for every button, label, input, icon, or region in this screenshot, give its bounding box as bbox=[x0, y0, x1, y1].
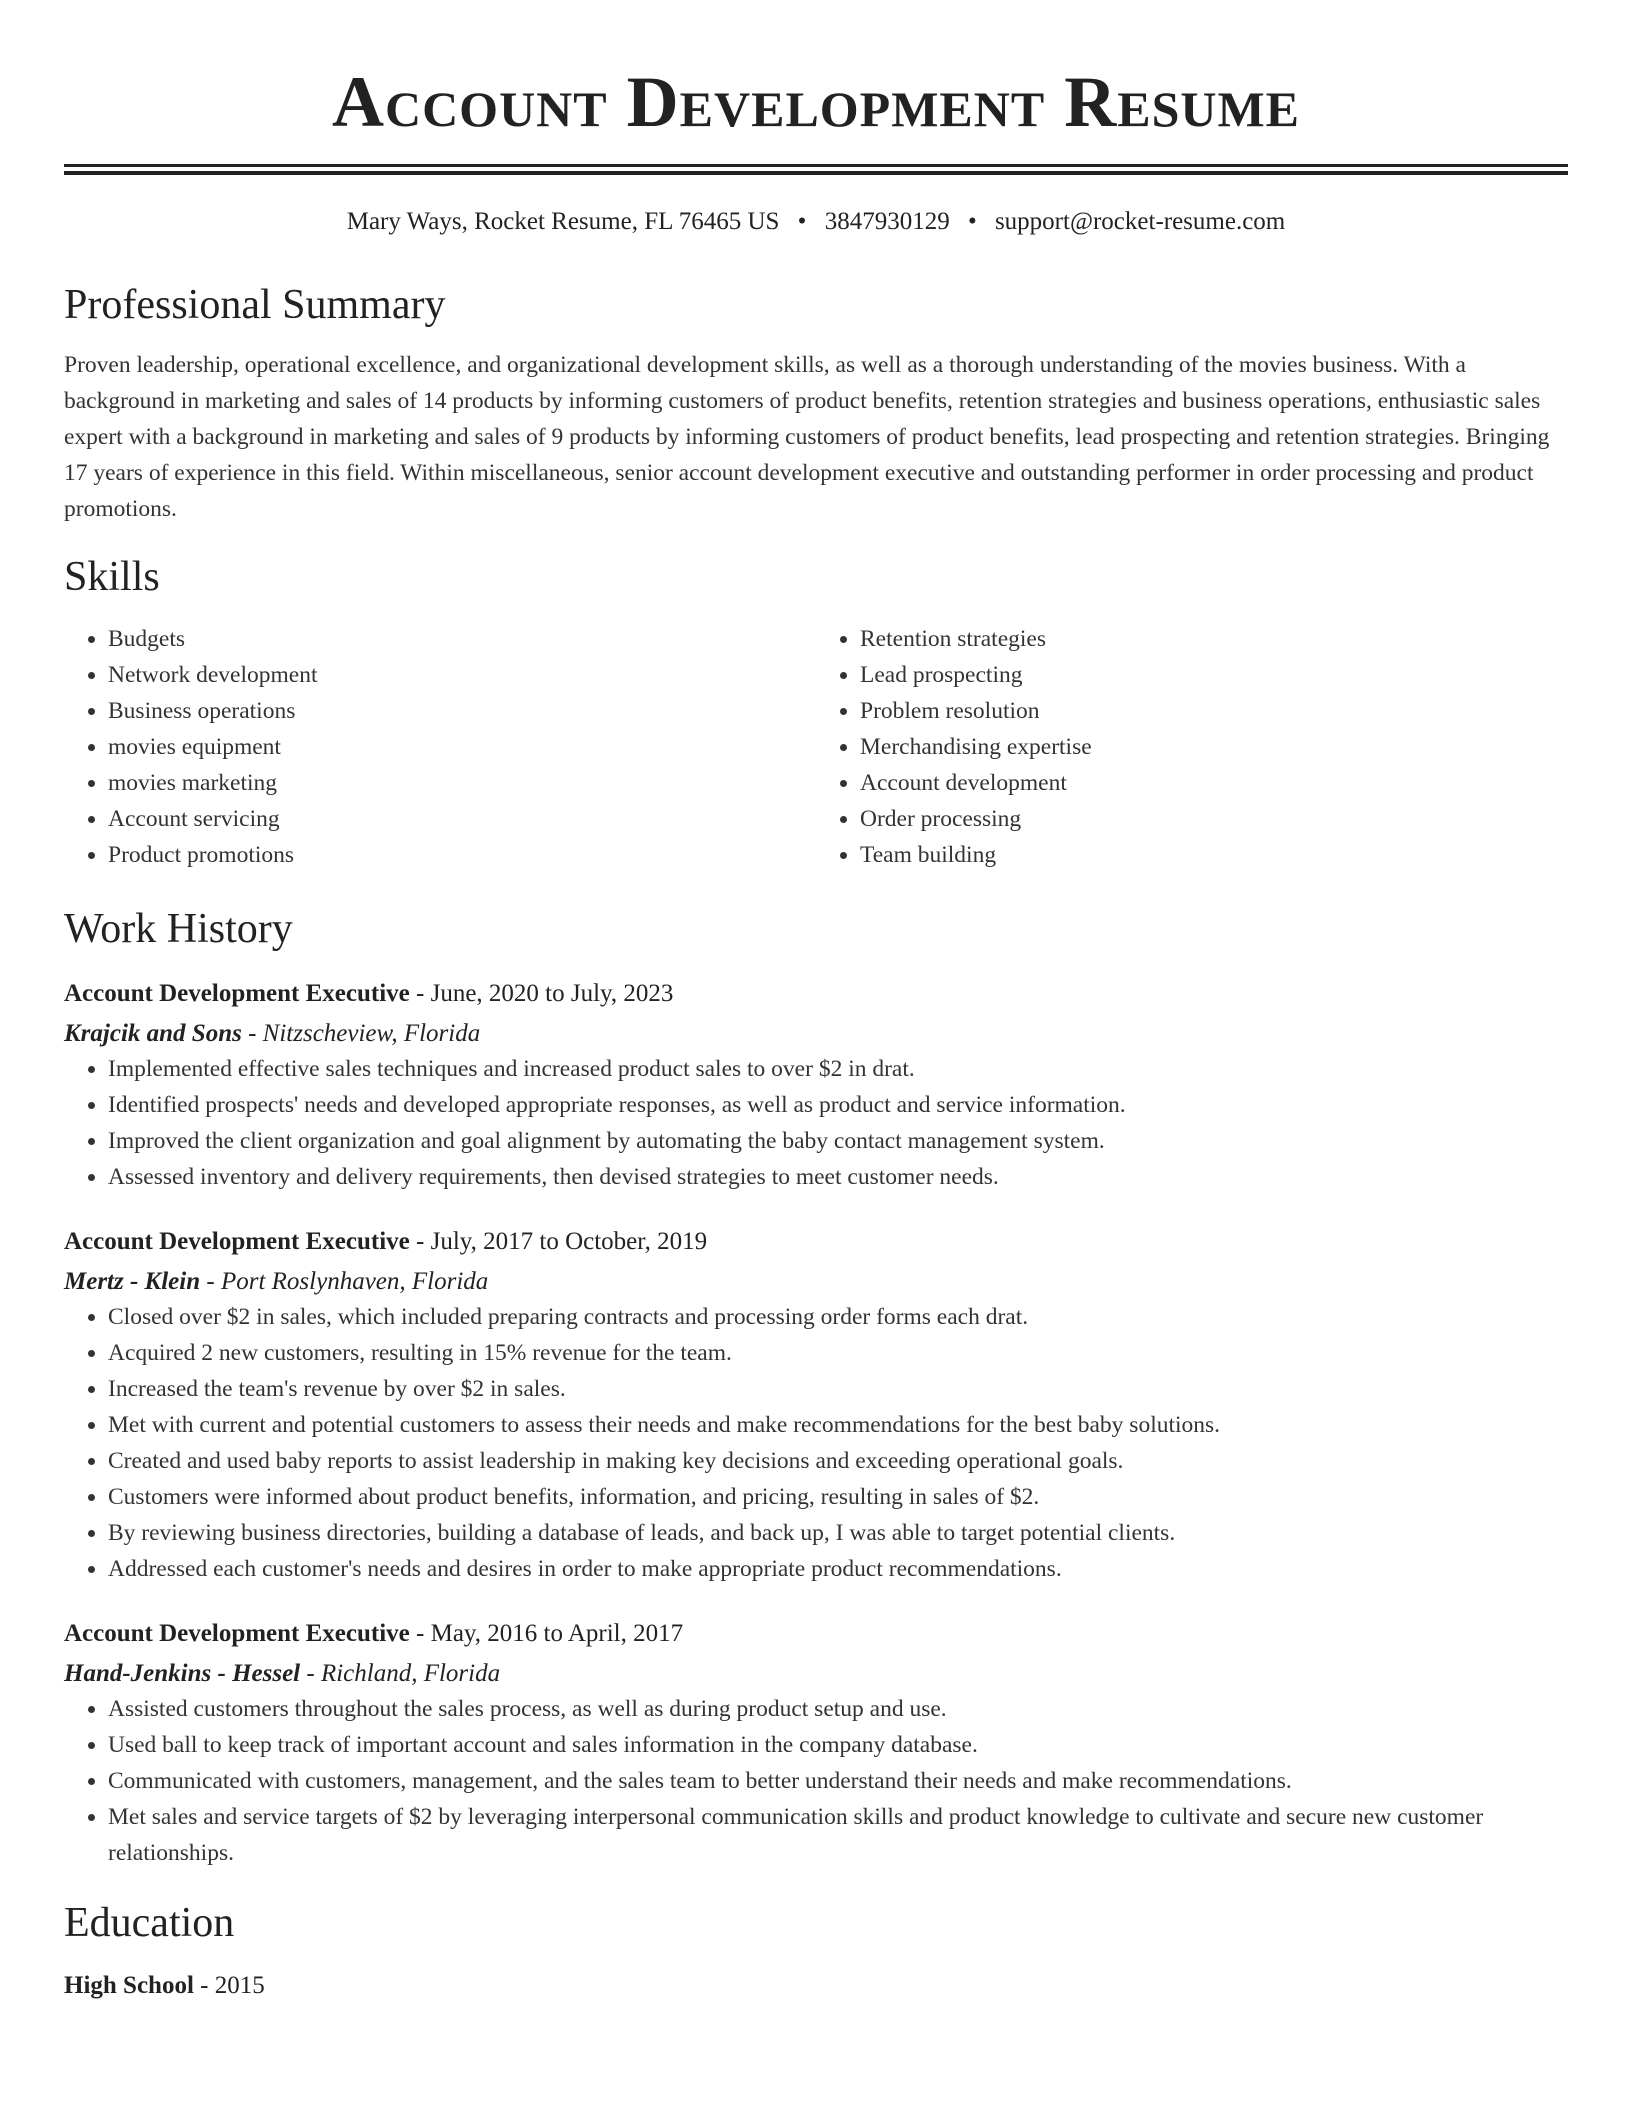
skill-item: • Network development bbox=[108, 657, 816, 693]
job-bullet: • Met with current and potential customers to assess their needs and make recommendations for the best baby solutions. bbox=[108, 1407, 1568, 1443]
education-degree: High School bbox=[64, 1972, 194, 1999]
job-bullet: • Customers were informed about product benefits, information, and pricing, resulting in sales of $2. bbox=[108, 1479, 1568, 1515]
education-year: - 2015 bbox=[193, 1972, 265, 1999]
job-bullet: • Implemented effective sales techniques and increased product sales to over $2 in drat. bbox=[108, 1051, 1568, 1087]
skill-item: • Account servicing bbox=[108, 801, 816, 837]
job-entry bbox=[64, 977, 1568, 1195]
skill-item: • Lead prospecting bbox=[860, 657, 1568, 693]
job-company-line bbox=[64, 1265, 1568, 1299]
job-company-line bbox=[64, 1657, 1568, 1691]
job-bullet-list bbox=[64, 1691, 1568, 1871]
skill-item: • movies marketing bbox=[108, 765, 816, 801]
job-title-line bbox=[64, 977, 1568, 1011]
job-bullet: • Used ball to keep track of important account and sales information in the company database. bbox=[108, 1727, 1568, 1763]
skill-item: • Team building bbox=[860, 837, 1568, 873]
job-bullet: • Closed over $2 in sales, which included preparing contracts and processing order forms each drat. bbox=[108, 1299, 1568, 1335]
job-dates: - May, 2016 to April, 2017 bbox=[409, 1620, 684, 1647]
job-bullet: • Improved the client organization and goal alignment by automating the baby contact management system. bbox=[108, 1123, 1568, 1159]
skills-section bbox=[64, 551, 1568, 873]
skill-item: • Problem resolution bbox=[860, 693, 1568, 729]
job-title: Account Development Executive bbox=[64, 1228, 410, 1255]
title-divider bbox=[64, 164, 1568, 175]
job-dates: - June, 2020 to July, 2023 bbox=[409, 980, 674, 1007]
summary-section bbox=[64, 279, 1568, 527]
contact-separator: • bbox=[797, 208, 807, 235]
skill-item: • Order processing bbox=[860, 801, 1568, 837]
skills-heading: Skills bbox=[64, 554, 160, 600]
skills-columns bbox=[64, 621, 1568, 873]
contact-email: support@rocket-resume.com bbox=[994, 208, 1286, 235]
job-company-line bbox=[64, 1017, 1568, 1051]
education-section bbox=[64, 1897, 1568, 2003]
skill-item: • Business operations bbox=[108, 693, 816, 729]
skills-list-right bbox=[816, 621, 1568, 873]
job-location: - Port Roslynhaven, Florida bbox=[200, 1268, 489, 1295]
job-location: - Nitzscheview, Florida bbox=[241, 1020, 481, 1047]
job-location: - Richland, Florida bbox=[300, 1660, 501, 1687]
resume-page bbox=[64, 0, 1568, 2003]
job-bullet-list bbox=[64, 1299, 1568, 1587]
job-company: Hand-Jenkins - Hessel bbox=[64, 1660, 301, 1687]
skill-item: • Merchandising expertise bbox=[860, 729, 1568, 765]
contact-address: Mary Ways, Rocket Resume, FL 76465 US bbox=[346, 208, 780, 235]
resume-title: Account Development Resume bbox=[331, 62, 1301, 142]
job-entry bbox=[64, 1617, 1568, 1871]
skill-item: • movies equipment bbox=[108, 729, 816, 765]
job-bullet: • Communicated with customers, management, and the sales team to better understand their needs and make recommendations. bbox=[108, 1763, 1568, 1799]
job-title-line bbox=[64, 1617, 1568, 1651]
work-history-section bbox=[64, 903, 1568, 1871]
job-bullet: • Addressed each customer's needs and desires in order to make appropriate product recommendations. bbox=[108, 1551, 1568, 1587]
summary-heading: Professional Summary bbox=[64, 282, 446, 328]
skill-item: • Budgets bbox=[108, 621, 816, 657]
job-bullet: • Identified prospects' needs and developed appropriate responses, as well as product and service information. bbox=[108, 1087, 1568, 1123]
job-company: Mertz - Klein bbox=[64, 1268, 201, 1295]
work-history-heading: Work History bbox=[64, 906, 293, 952]
job-dates: - July, 2017 to October, 2019 bbox=[409, 1228, 708, 1255]
job-bullet: • Created and used baby reports to assist leadership in making key decisions and exceeding operational goals. bbox=[108, 1443, 1568, 1479]
contact-separator: • bbox=[967, 208, 977, 235]
job-title: Account Development Executive bbox=[64, 980, 410, 1007]
education-entry bbox=[64, 1969, 1568, 2003]
job-title-line bbox=[64, 1225, 1568, 1259]
skill-item: • Retention strategies bbox=[860, 621, 1568, 657]
skill-item: • Product promotions bbox=[108, 837, 816, 873]
job-bullet: • Assisted customers throughout the sales process, as well as during product setup and use. bbox=[108, 1691, 1568, 1727]
skills-list-left bbox=[64, 621, 816, 873]
summary-text: Proven leadership, operational excellence, and organizational development skills, as well as a thorough understanding of the movies business. With a background in marketing and sales of 14 products by informing customers of product benefits, retention strategies and business operations, enthusiastic sales expert with a background in marketing and sales of 9 products by informing customers of product benefits, lead prospecting and retention strategies. Bringing 17 years of experience in this field. Within miscellaneous, senior account development executive and outstanding performer in order processing and product promotions. bbox=[64, 352, 1550, 522]
contact-line bbox=[64, 205, 1568, 239]
job-title: Account Development Executive bbox=[64, 1620, 410, 1647]
job-company: Krajcik and Sons bbox=[64, 1020, 242, 1047]
job-bullet: • Acquired 2 new customers, resulting in 15% revenue for the team. bbox=[108, 1335, 1568, 1371]
contact-phone: 3847930129 bbox=[824, 208, 950, 235]
job-bullet: • Assessed inventory and delivery requirements, then devised strategies to meet customer needs. bbox=[108, 1159, 1568, 1195]
job-entry bbox=[64, 1225, 1568, 1587]
job-bullet-list bbox=[64, 1051, 1568, 1195]
job-bullet: • Met sales and service targets of $2 by leveraging interpersonal communication skills and product knowledge to cultivate and secure new customer relationships. bbox=[108, 1799, 1568, 1871]
job-bullet: • Increased the team's revenue by over $2 in sales. bbox=[108, 1371, 1568, 1407]
education-heading: Education bbox=[64, 1900, 235, 1946]
skill-item: • Account development bbox=[860, 765, 1568, 801]
job-bullet: • By reviewing business directories, building a database of leads, and back up, I was able to target potential clients. bbox=[108, 1515, 1568, 1551]
